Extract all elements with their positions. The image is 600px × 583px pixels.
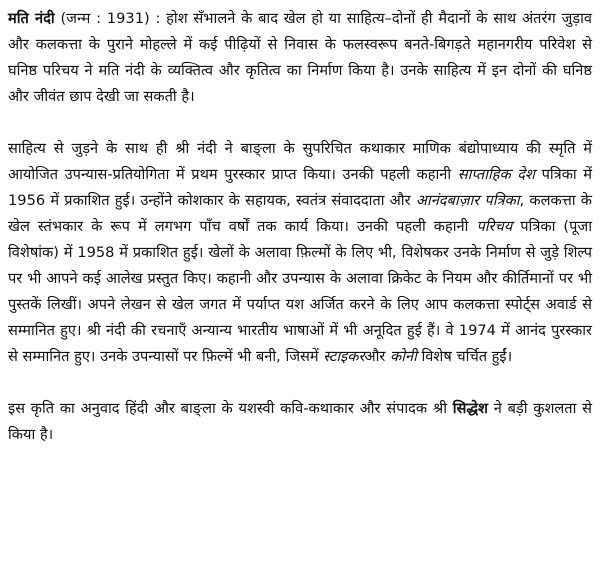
newspaper-anandabazar-patrika: आनंदबाज़ार पत्रिका: [415, 192, 520, 209]
film-koni: कोनी: [390, 348, 417, 365]
author-name: मति नंदी: [8, 10, 55, 27]
author-bio-page: [8, 6, 592, 448]
bio-paragraph-1-text: होश सँभालने के बाद खेल हो या साहित्य–दोनों ही मैदानों के साथ अंतरंग जुड़ाव और कलकत्ता के पुराने मोहल्ले में कई पीढ़ियों से निवास के फलस्वरूप बनते-बिगड़ते महानगरीय परिवेश से घनिष्ठ परिचय ने मति नंदी के व्यक्तित्व और कृतित्व का निर्माण किया है। उनके साहित्य में इन दोनों की घनिष्ठ और जीवंत छाप देखी जा सकती है।: [8, 10, 592, 105]
magazine-parichay: परिचय: [476, 218, 513, 235]
film-striker: स्टाइकर: [323, 348, 365, 365]
bio-paragraph-1: [8, 6, 592, 110]
magazine-saptahik-desh: साप्ताहिक देश: [457, 166, 535, 183]
bio-paragraph-2-text-2: पत्रिका में 1956 में प्रकाशित हुई। उन्होंने कोशकार के सहायक, स्वतंत्र संवाददाता और: [8, 166, 593, 209]
bio-paragraph-2-text-6: विशेष चर्चित हुईं।: [416, 348, 513, 365]
bio-paragraph-3-text-2: ने बड़ी कुशलता से किया है।: [8, 400, 592, 443]
bio-paragraph-3: [8, 396, 592, 448]
bio-paragraph-2-text-4: पत्रिका (पूजा विशेषांक) में 1958 में प्रकाशित हुई। खेलों के अलावा फ़िल्मों के लिए भी, विशेषकर उनके निर्माण से जुड़े शिल्प पर भी आपने कई आलेख प्रस्तुत किए। कहानी और उपन्यास के अलावा क्रिकेट के नियम और कीर्तिमानों पर भी पुस्तकें लिखीं। अपने लेखन से खेल जगत में पर्याप्त यश अर्जित करने के लिए आप कलकत्ता स्पोर्ट्स अवार्ड से सम्मानित हुए। श्री नंदी की रचनाएँ अन्यान्य भारतीय भाषाओं में भी अनूदित हुई हैं। वे 1974 में आनंद पुरस्कार से सम्मानित हुए। उनके उपन्यासों पर फ़िल्में भी बनी, जिसमें: [8, 218, 592, 365]
bio-paragraph-2-text-1: साहित्य से जुड़ने के साथ ही श्री नंदी ने बाङ्ला के सुपरिचित कथाकार माणिक बंद्योपाध्याय की स्मृति में आयोजित उपन्यास-प्रतियोगिता में प्रथम पुरस्कार प्राप्त किया। उनकी पहली कहानी: [8, 140, 592, 183]
author-birth: (जन्म : 1931) :: [54, 10, 167, 27]
bio-paragraph-3-text-1: इस कृति का अनुवाद हिंदी और बाङ्ला के यशस्वी कवि-कथाकार और संपादक श्री: [8, 400, 453, 417]
bio-paragraph-2: [8, 136, 592, 370]
bio-paragraph-2-text-5: और: [364, 348, 390, 365]
translator-name: सिद्धेश: [452, 400, 488, 417]
bio-paragraph-2-text-3: , कलकत्ता के खेल स्तंभकार के रूप में लगभग पाँच वर्षों तक कार्य किया। उनकी पहली कहानी: [8, 192, 592, 235]
